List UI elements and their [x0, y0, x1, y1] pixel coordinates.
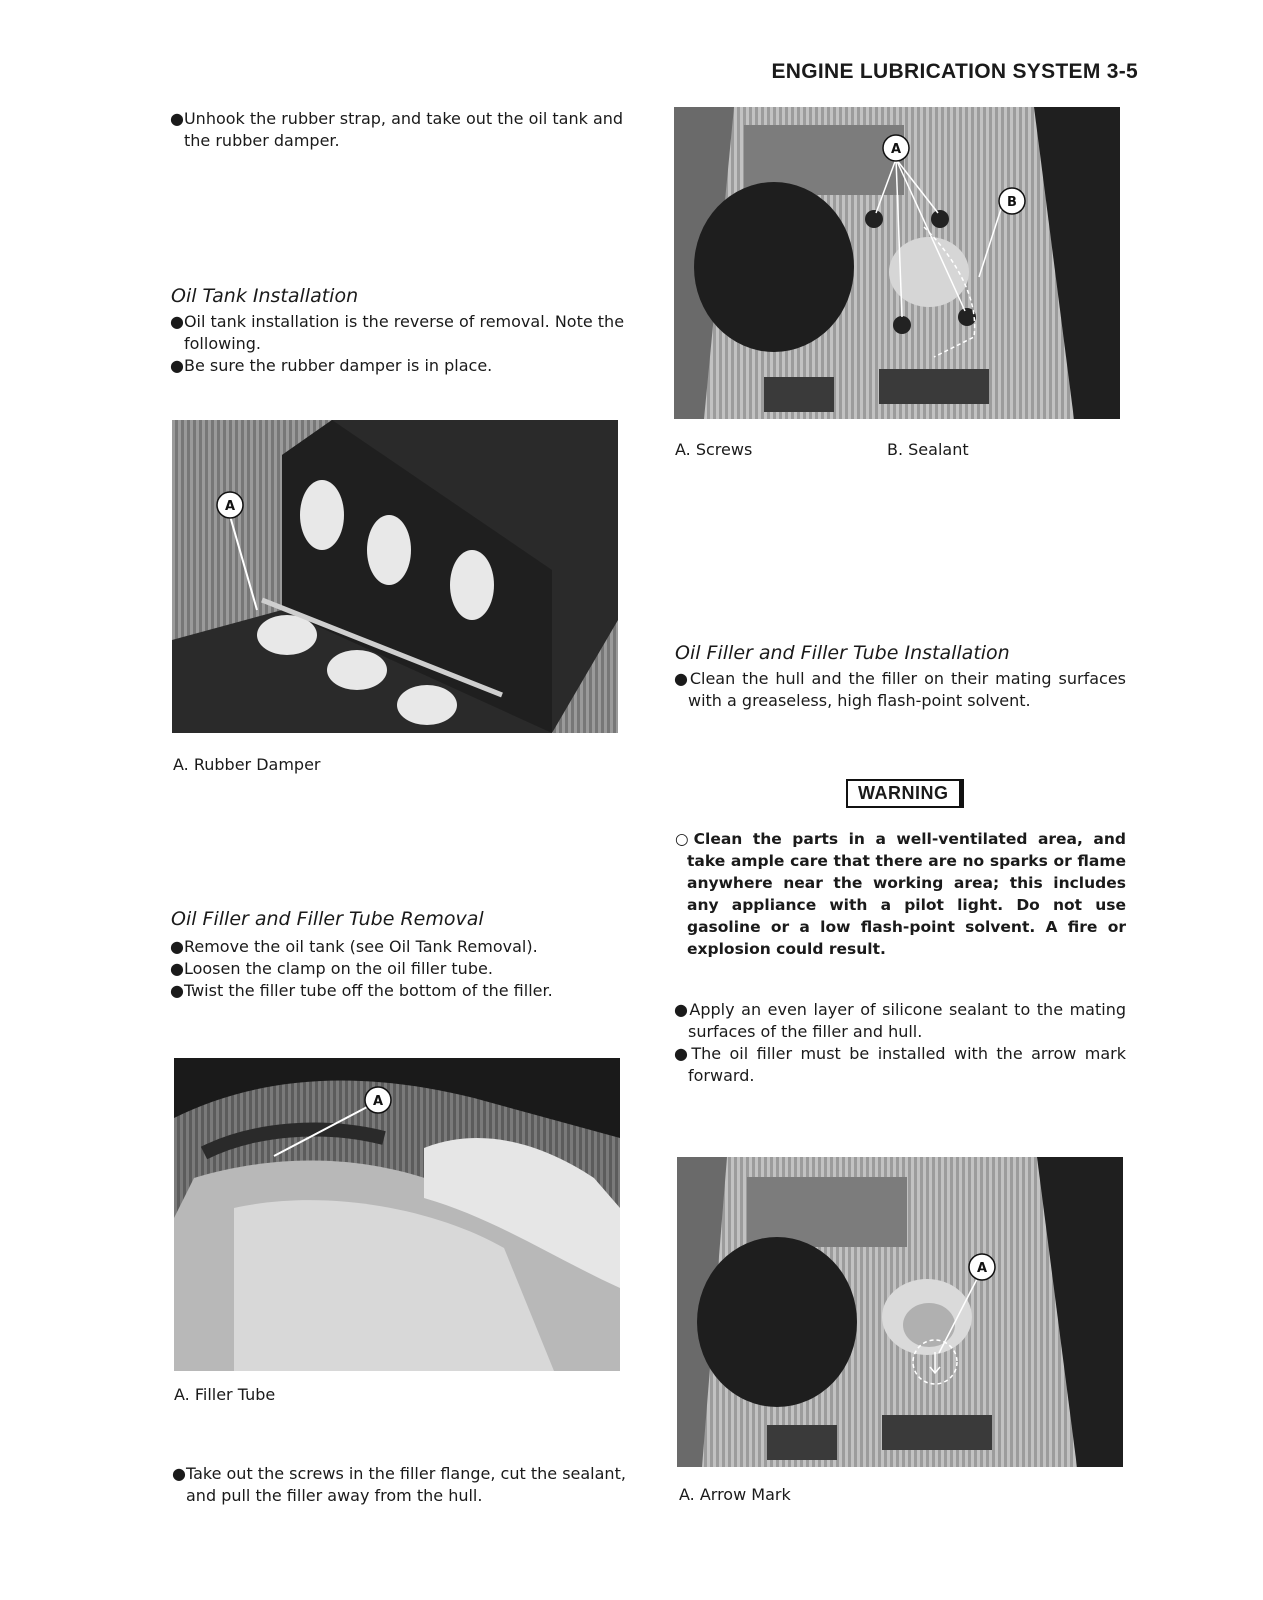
photo2-callout-a: A — [372, 1094, 384, 1109]
apply-bullet-2: ●The oil filler must be installed with the arrow mark forward. — [674, 1044, 1126, 1085]
filler-install-text — [674, 668, 1126, 712]
screws-text — [172, 1463, 627, 1507]
photo2-caption: A. Filler Tube — [174, 1385, 276, 1404]
filler-removal-bullet-3: ●Twist the filler tube off the bottom of the filler. — [170, 981, 553, 1000]
warning-paragraph: ○Clean the parts in a well-ventilated area, and take ample care that there are no sparks or flame anywhere near the working area; this includes any appliance with a pilot light. Do not use gasoline or a low flash-point solvent. A fire or explosion could result. — [675, 830, 1126, 958]
photo4-callout-a: A — [976, 1261, 988, 1276]
intro-bullet: ●Unhook the rubber strap, and take out the oil tank and the rubber damper. — [170, 109, 624, 150]
page-header: ENGINE LUBRICATION SYSTEM 3-5 — [771, 60, 1138, 83]
intro-text — [170, 108, 625, 152]
tank-install-bullet-1: ●Oil tank installation is the reverse of removal. Note the following. — [170, 312, 625, 353]
arrow-mark-photo — [677, 1157, 1123, 1467]
apply-bullet-1: ●Apply an even layer of silicone sealant to the mating surfaces of the filler and hull. — [674, 1000, 1126, 1041]
screws-sealant-photo — [674, 107, 1120, 419]
warning-label: WARNING — [846, 779, 964, 808]
apply-text — [674, 999, 1126, 1087]
photo4-caption: A. Arrow Mark — [679, 1485, 791, 1504]
filler-install-heading: Oil Filler and Filler Tube Installation — [675, 642, 1010, 664]
photo1-callout-a: A — [224, 499, 236, 514]
filler-removal-text — [170, 936, 625, 1002]
filler-removal-bullet-1: ●Remove the oil tank (see Oil Tank Removal). — [170, 937, 538, 956]
tank-install-bullet-2: ●Be sure the rubber damper is in place. — [170, 356, 493, 375]
photo3-callout-a: A — [890, 142, 902, 157]
screws-bullet: ●Take out the screws in the filler flange, cut the sealant, and pull the filler away from the hull. — [172, 1464, 626, 1505]
filler-install-bullet-1: ●Clean the hull and the filler on their mating surfaces with a greaseless, high flash-point solvent. — [674, 669, 1126, 710]
photo1-caption: A. Rubber Damper — [173, 755, 321, 774]
filler-removal-heading: Oil Filler and Filler Tube Removal — [171, 908, 484, 930]
tank-install-heading: Oil Tank Installation — [171, 285, 359, 307]
photo3-callout-b: B — [1007, 195, 1017, 210]
warning-text — [675, 828, 1126, 960]
filler-tube-photo — [174, 1058, 620, 1371]
tank-install-text — [170, 311, 625, 377]
photo3-caption-b: B. Sealant — [887, 440, 969, 459]
rubber-damper-photo — [172, 420, 618, 733]
filler-removal-bullet-2: ●Loosen the clamp on the oil filler tube. — [170, 959, 493, 978]
photo3-caption-a: A. Screws — [675, 440, 753, 459]
